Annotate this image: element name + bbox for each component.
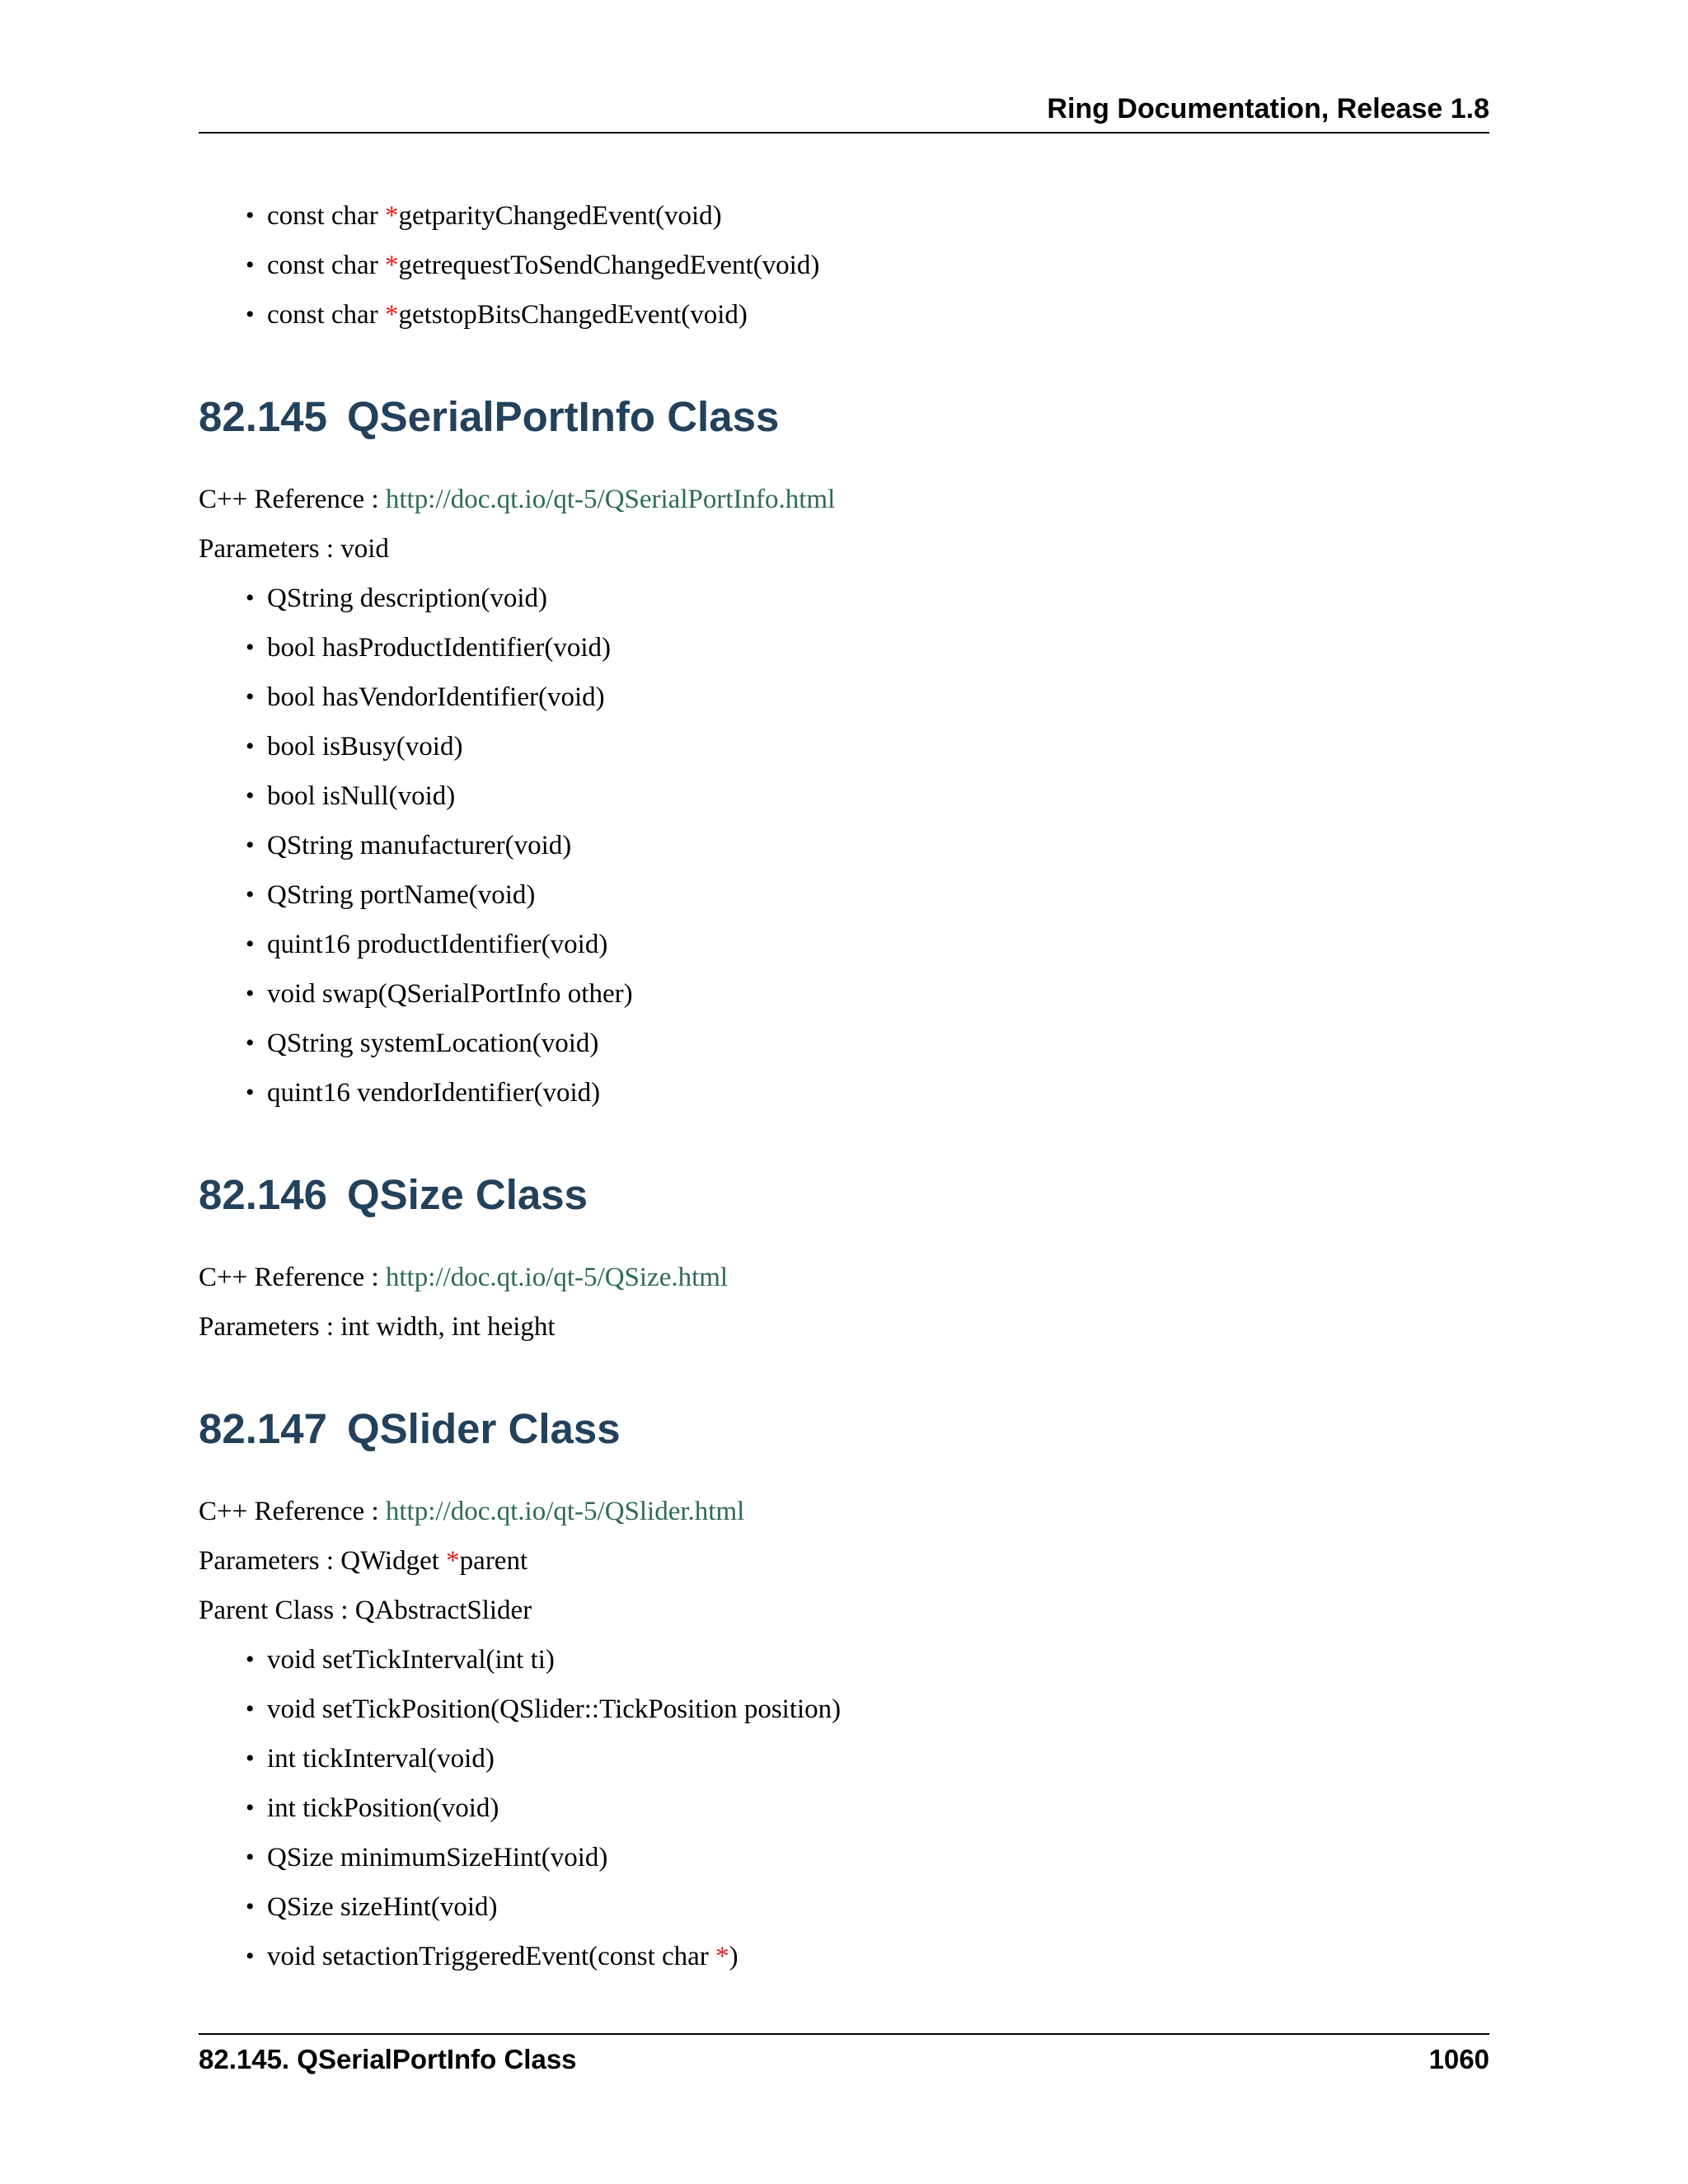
list-item: • void setTickInterval(int ti) bbox=[199, 1635, 1489, 1685]
list-item: • const char *getrequestToSendChangedEvent(void) bbox=[199, 241, 1489, 290]
list-item: • bool isBusy(void) bbox=[199, 722, 1489, 771]
method-list bbox=[199, 1635, 1489, 1981]
list-item: • bool isNull(void) bbox=[199, 771, 1489, 821]
list-item: • QSize minimumSizeHint(void) bbox=[199, 1833, 1489, 1882]
list-item: • QString portName(void) bbox=[199, 870, 1489, 920]
section-heading-qslider: 82.147 QSlider Class bbox=[199, 1405, 621, 1452]
list-item: • void swap(QSerialPortInfo other) bbox=[199, 969, 1489, 1019]
reference-link[interactable]: http://doc.qt.io/qt-5/QSerialPortInfo.html bbox=[385, 485, 836, 514]
list-item: • const char *getstopBitsChangedEvent(void) bbox=[199, 290, 1489, 340]
running-footer bbox=[199, 2033, 1489, 2076]
list-item: • quint16 productIdentifier(void) bbox=[199, 920, 1489, 969]
parameters-line: Parameters : int width, int height bbox=[199, 1312, 556, 1342]
reference-link[interactable]: http://doc.qt.io/qt-5/QSize.html bbox=[385, 1263, 729, 1292]
parameters-line: Parameters : QWidget *parent bbox=[199, 1546, 528, 1576]
reference-link[interactable]: http://doc.qt.io/qt-5/QSlider.html bbox=[385, 1497, 745, 1526]
section-heading-qserialportinfo: 82.145 QSerialPortInfo Class bbox=[199, 393, 780, 440]
list-item: • void setTickPosition(QSlider::TickPosition position) bbox=[199, 1685, 1489, 1734]
footer-section-title: 82.145. QSerialPortInfo Class bbox=[199, 2044, 577, 2074]
list-item: • const char *getparityChangedEvent(void) bbox=[199, 191, 1489, 241]
cpp-reference: C++ Reference : http://doc.qt.io/qt-5/QSerialPortInfo.html bbox=[199, 485, 836, 514]
parent-class-line: Parent Class : QAbstractSlider bbox=[199, 1596, 532, 1625]
list-item: • bool hasProductIdentifier(void) bbox=[199, 623, 1489, 673]
list-item: • QSize sizeHint(void) bbox=[199, 1882, 1489, 1932]
list-item: • QString manufacturer(void) bbox=[199, 821, 1489, 870]
continued-method-list bbox=[199, 191, 1489, 340]
list-item: • int tickInterval(void) bbox=[199, 1734, 1489, 1783]
parameters-line: Parameters : void bbox=[199, 534, 389, 564]
list-item: • QString description(void) bbox=[199, 574, 1489, 623]
section-heading-qsize: 82.146 QSize Class bbox=[199, 1171, 588, 1218]
running-header: Ring Documentation, Release 1.8 bbox=[199, 92, 1489, 134]
list-item: • bool hasVendorIdentifier(void) bbox=[199, 673, 1489, 722]
list-item: • int tickPosition(void) bbox=[199, 1783, 1489, 1833]
list-item: • quint16 vendorIdentifier(void) bbox=[199, 1068, 1489, 1118]
method-list bbox=[199, 574, 1489, 1118]
list-item: • void setactionTriggeredEvent(const char *) bbox=[199, 1932, 1489, 1981]
cpp-reference: C++ Reference : http://doc.qt.io/qt-5/QSlider.html bbox=[199, 1497, 745, 1526]
list-item: • QString systemLocation(void) bbox=[199, 1019, 1489, 1068]
page-content bbox=[199, 191, 1489, 1981]
page-number: 1060 bbox=[1428, 2044, 1489, 2074]
cpp-reference: C++ Reference : http://doc.qt.io/qt-5/QSize.html bbox=[199, 1263, 729, 1292]
